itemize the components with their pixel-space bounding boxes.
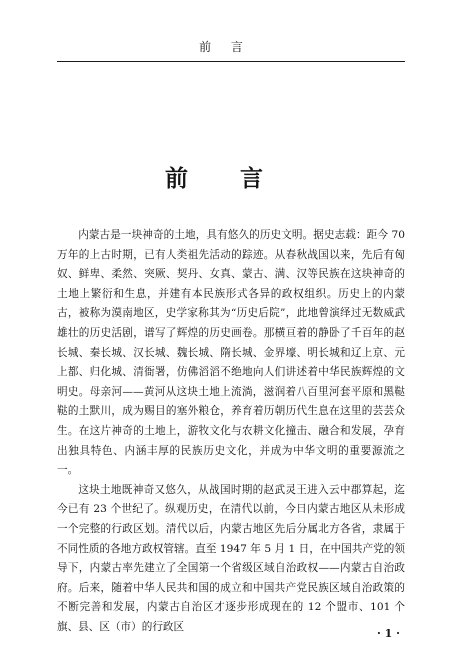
page-title: 前 言 bbox=[164, 165, 285, 193]
paragraph-1: 内蒙古是一块神奇的土地，具有悠久的历史文明。据史志载：距今 70 万年的上古时期，已有人类祖先活动的踪迹。从春秋战国以来，先后有匈奴、鲜卑、柔然、突厥、契丹、女真、蒙古、满、汉等民族在这块神奇的土地上繁衍和生息，并建有本民族形式各异的政权组织。历史上的内蒙古，被称为漠南地区，史学家称其为“历史后院”，此地曾演绎过无数威武雄壮的历史活剧，谱写了辉煌的历史画卷。那横亘着的静卧了千百年的赵长城、秦长城、汉长城、魏长城、隋长城、金界壕、明长城和辽上京、元上都、归化城、清衙署，仿佛滔滔不绝地向人们讲述着中华民族辉煌的文明史。母亲河——黄河从这块土地上流淌，滋润着八百里河套平原和黑鞑鞑的土默川，成为赐目的塞外粮仓，养育着历朝历代生息在这里的芸芸众生。在这片神奇的土地上，游牧文化与农耕文化撞击、融合和发展，孕育出独具特色、内涵丰厚的民族历史文化，并成为中华文明的重要源流之一。 bbox=[57, 229, 405, 477]
header-rule bbox=[57, 61, 405, 62]
paragraph-2: 这块土地既神奇又悠久，从战国时期的赵武灵王进入云中郡算起，迄今已有 23 个世纪了。纵观历史，在清代以前，今日内蒙古地区从未形成一个完整的行政区划。清代以后，内蒙古地区先后分属北方各省，隶属于不同性质的各地方政权管辖。直至 1947 年 5 月 1 日，在中国共产党的领导下，内蒙古率先建立了全国第一个省级区域自治政权——内蒙古自治政府。后来，随着中华人民共和国的成立和中国共产党民族区域自治政策的不断完善和发展，内蒙古自治区才逐步形成现在的 12 个盟市、101 个旗、县、区（市）的行政区 bbox=[57, 483, 405, 633]
body-text bbox=[57, 226, 405, 637]
page-number: · 1 · bbox=[377, 627, 400, 640]
running-header: 前 言 bbox=[199, 40, 251, 54]
